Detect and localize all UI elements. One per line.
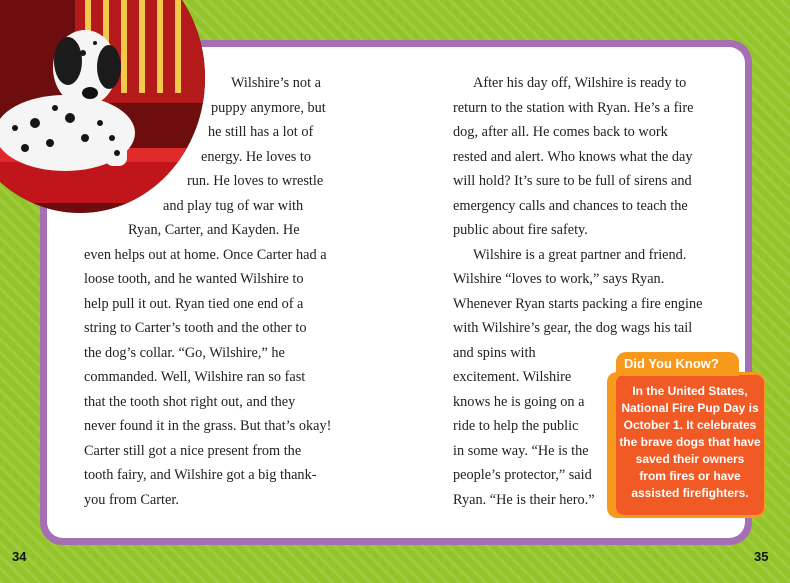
callout-body — [616, 375, 764, 515]
callout-line: from fires or have — [639, 469, 741, 483]
text-line: rested and alert. Who knows what the day — [453, 148, 693, 165]
text-line: will hold? It’s sure to be full of sirens and — [453, 173, 692, 189]
text-line: Carter still got a nice present from the — [84, 442, 302, 459]
text-line: and play tug of war with — [163, 197, 304, 214]
callout-title: Did You Know? — [616, 352, 739, 376]
text-line: and spins with — [453, 344, 536, 361]
text-line: emergency calls and chances to teach the — [453, 197, 688, 214]
text-line: Ryan. “He is their hero.” — [453, 491, 595, 508]
text-line: people’s protector,” said — [453, 467, 592, 483]
text-line: Whenever Ryan starts packing a fire engine — [453, 295, 703, 312]
text-line: knows he is going on a — [453, 393, 585, 410]
text-line: the dog’s collar. “Go, Wilshire,” he — [84, 344, 285, 361]
callout-frame — [607, 372, 765, 518]
page-number-right: 35 — [754, 549, 769, 564]
text-line: return to the station with Ryan. He’s a fire — [453, 99, 694, 116]
callout-line: saved their owners — [635, 452, 745, 466]
text-line: Ryan, Carter, and Kayden. He — [128, 222, 300, 238]
text-line: run. He loves to wrestle — [187, 173, 324, 189]
text-line: never found it in the grass. But that’s okay! — [84, 418, 332, 434]
text-line: puppy anymore, but — [211, 99, 326, 116]
text-line: he still has a lot of — [208, 124, 314, 140]
callout-line: National Fire Pup Day is — [621, 401, 759, 415]
text-line: dog, after all. He comes back to work — [453, 124, 668, 140]
text-line: commanded. Well, Wilshire ran so fast — [84, 369, 306, 385]
callout-line: In the United States, — [632, 384, 748, 398]
text-line: that the tooth shot right out, and they — [84, 393, 296, 410]
did-you-know-callout — [607, 352, 765, 517]
callout-line: the brave dogs that have — [619, 435, 761, 449]
text-line: After his day off, Wilshire is ready to — [473, 75, 687, 91]
text-line: excitement. Wilshire — [453, 369, 572, 385]
text-line: ride to help the public — [453, 418, 579, 434]
callout-line: assisted firefighters. — [631, 486, 749, 500]
text-line: public about fire safety. — [453, 222, 588, 238]
text-line: string to Carter’s tooth and the other to — [84, 320, 307, 336]
text-line: Wilshire’s not a — [231, 75, 321, 91]
text-line: you from Carter. — [84, 491, 179, 508]
text-line: with Wilshire’s gear, the dog wags his tail — [453, 320, 693, 336]
text-line: help pull it out. Ryan tied one end of a — [84, 295, 304, 312]
text-line: loose tooth, and he wanted Wilshire to — [84, 271, 304, 287]
text-line: even helps out at home. Once Carter had a — [84, 246, 327, 263]
text-line: energy. He loves to — [201, 148, 311, 165]
text-line: tooth fairy, and Wilshire got a big thank- — [84, 467, 317, 483]
text-line: in some way. “He is the — [453, 442, 589, 459]
callout-line: October 1. It celebrates — [623, 418, 757, 432]
text-line: Wilshire “loves to work,” says Ryan. — [453, 271, 665, 287]
page-number-left: 34 — [12, 549, 27, 564]
text-line: Wilshire is a great partner and friend. — [473, 246, 687, 263]
